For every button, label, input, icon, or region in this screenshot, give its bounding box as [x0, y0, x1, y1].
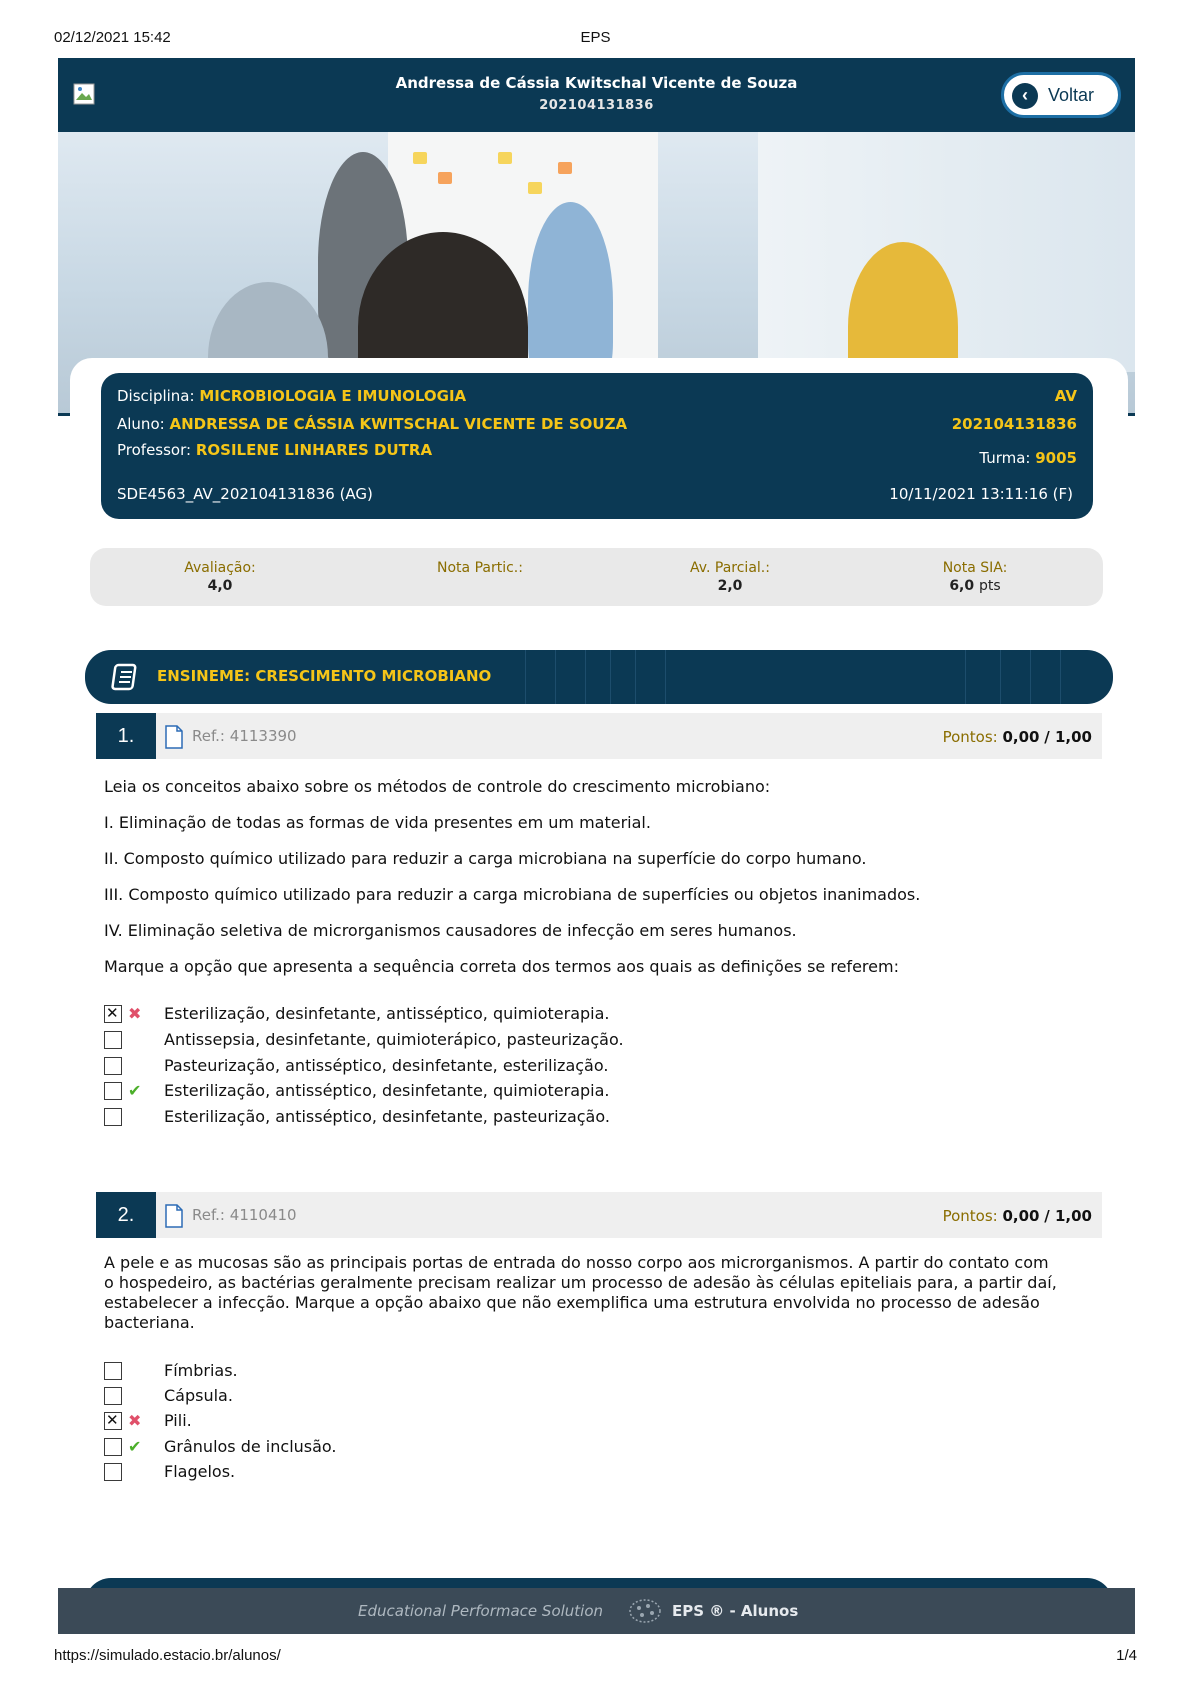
points-label: Pontos:	[942, 728, 998, 746]
back-button[interactable]	[1001, 72, 1121, 118]
points-max: / 1,00	[1044, 728, 1092, 746]
grade-label: Nota SIA:	[942, 560, 1008, 576]
option-text: Pasteurização, antisséptico, desinfetante, esterilização.	[164, 1056, 609, 1075]
grade-unit: pts	[979, 578, 1001, 594]
grade-nota-partic	[410, 560, 550, 576]
user-id: 202104131836	[539, 98, 654, 113]
question-text: Leia os conceitos abaixo sobre os métodos de controle do crescimento microbiano:	[104, 777, 771, 796]
section-header	[85, 650, 1113, 704]
checkbox[interactable]	[104, 1387, 122, 1405]
print-url: https://simulado.estacio.br/alunos/	[54, 1647, 281, 1664]
professor-value: ROSILENE LINHARES DUTRA	[195, 441, 433, 459]
exam-code: SDE4563_AV_202104131836 (AG)	[117, 485, 373, 503]
professor-label: Professor:	[117, 441, 192, 459]
question-text: III. Composto químico utilizado para reduzir a carga microbiana de superfícies ou objetos inanimados.	[104, 885, 921, 904]
user-name: Andressa de Cássia Kwitschal Vicente de Souza	[395, 74, 798, 92]
site-footer	[58, 1588, 1135, 1634]
option-text: Cápsula.	[164, 1386, 233, 1405]
option-text: Esterilização, desinfetante, antisséptico, quimioterapia.	[164, 1004, 610, 1023]
question-text: Marque a opção que apresenta a sequência correta dos termos aos quais as definições se referem:	[104, 957, 899, 976]
discipline-label: Disciplina:	[117, 387, 195, 405]
hero-sticky-note	[528, 182, 542, 194]
print-datetime: 02/12/2021 15:42	[54, 29, 171, 46]
document-icon	[164, 1204, 184, 1228]
grade-value: 4,0	[207, 578, 233, 594]
grade-label: Nota Partic.:	[437, 560, 523, 576]
book-icon	[111, 662, 141, 692]
checkbox-checked[interactable]	[104, 1005, 122, 1023]
question-text: I. Eliminação de todas as formas de vida presentes em um material.	[104, 813, 651, 832]
check-icon: ✔	[128, 1081, 142, 1100]
question-text: II. Composto químico utilizado para reduzir a carga microbiana na superfície do corpo humano.	[104, 849, 867, 868]
check-icon: ✔	[128, 1437, 142, 1456]
question-text: IV. Eliminação seletiva de microrganismos causadores de infecção em seres humanos.	[104, 921, 797, 940]
grade-av-parcial	[670, 560, 790, 594]
print-title: EPS	[580, 29, 611, 46]
grade-avaliacao	[170, 560, 270, 594]
option-text: Esterilização, antisséptico, desinfetante, quimioterapia.	[164, 1081, 610, 1100]
question-text: bacteriana.	[104, 1313, 195, 1332]
option-text: Grânulos de inclusão.	[164, 1437, 337, 1456]
grade-nota-sia	[920, 560, 1030, 594]
wrong-icon: ✖	[128, 1411, 142, 1430]
hero-sticky-note	[413, 152, 427, 164]
hero-sticky-note	[438, 172, 452, 184]
exam-info-panel	[101, 373, 1093, 519]
grade-label: Avaliação:	[184, 560, 256, 576]
ref-label: Ref.:	[192, 1206, 225, 1224]
question-text: estabelecer a infecção. Marque a opção abaixo que não exemplifica uma estrutura envolvida no processo de adesão	[104, 1293, 1040, 1312]
option-text: Fímbrias.	[164, 1361, 238, 1380]
back-button-label: Voltar	[1048, 85, 1095, 105]
exam-type: AV	[1054, 387, 1077, 405]
footer-tagline: Educational Performace Solution	[358, 1602, 604, 1620]
question-header	[96, 713, 1102, 759]
question-number: 1.	[96, 713, 156, 759]
student-id: 202104131836	[951, 415, 1077, 433]
chevron-left-icon: ‹	[1012, 83, 1038, 109]
checkbox[interactable]	[104, 1031, 122, 1049]
question-header	[96, 1192, 1102, 1238]
print-footer	[54, 1647, 1137, 1667]
option-text: Antissepsia, desinfetante, quimioterápico, pasteurização.	[164, 1030, 624, 1049]
question-text: A pele e as mucosas são as principais portas de entrada do nosso corpo aos microrganismos. A partir do contato com	[104, 1253, 1049, 1272]
checkbox[interactable]	[104, 1362, 122, 1380]
checkbox-checked[interactable]	[104, 1412, 122, 1430]
wrong-icon: ✖	[128, 1004, 142, 1023]
hero-sticky-note	[498, 152, 512, 164]
checkbox[interactable]	[104, 1438, 122, 1456]
student-label: Aluno:	[117, 415, 165, 433]
grade-value: 6,0	[949, 578, 975, 594]
discipline-value: MICROBIOLOGIA E IMUNOLOGIA	[199, 387, 467, 405]
footer-brand: EPS ® - Alunos	[672, 1602, 799, 1620]
grade-label: Av. Parcial.:	[690, 560, 770, 576]
points-label: Pontos:	[942, 1207, 998, 1225]
checkbox[interactable]	[104, 1057, 122, 1075]
section-title: ENSINEME: CRESCIMENTO MICROBIANO	[157, 667, 492, 685]
points-value: 0,00	[1002, 1207, 1040, 1225]
class-value: 9005	[1035, 449, 1077, 467]
grade-value: 2,0	[717, 578, 743, 594]
student-value: ANDRESSA DE CÁSSIA KWITSCHAL VICENTE DE SOUZA	[169, 415, 628, 433]
print-page-number: 1/4	[1116, 1647, 1137, 1664]
exam-datetime: 10/11/2021 13:11:16 (F)	[889, 485, 1073, 503]
grades-bar	[90, 548, 1103, 606]
class-label: Turma:	[979, 449, 1031, 467]
hero-sticky-note	[558, 162, 572, 174]
top-bar	[58, 58, 1135, 132]
question-number: 2.	[96, 1192, 156, 1238]
ref-label: Ref.:	[192, 727, 225, 745]
document-icon	[164, 725, 184, 749]
ref-value: 4113390	[229, 727, 297, 745]
option-text: Pili.	[164, 1411, 192, 1430]
question-text: o hospedeiro, as bactérias geralmente precisam realizar um processo de adesão às células epiteliais para, a partir daí,	[104, 1273, 1057, 1292]
option-text: Esterilização, antisséptico, desinfetante, pasteurização.	[164, 1107, 610, 1126]
print-header	[54, 29, 1137, 49]
brain-icon	[628, 1598, 662, 1624]
checkbox[interactable]	[104, 1463, 122, 1481]
points-value: 0,00	[1002, 728, 1040, 746]
option-text: Flagelos.	[164, 1462, 236, 1481]
checkbox[interactable]	[104, 1108, 122, 1126]
checkbox[interactable]	[104, 1082, 122, 1100]
points-max: / 1,00	[1044, 1207, 1092, 1225]
ref-value: 4110410	[229, 1206, 297, 1224]
